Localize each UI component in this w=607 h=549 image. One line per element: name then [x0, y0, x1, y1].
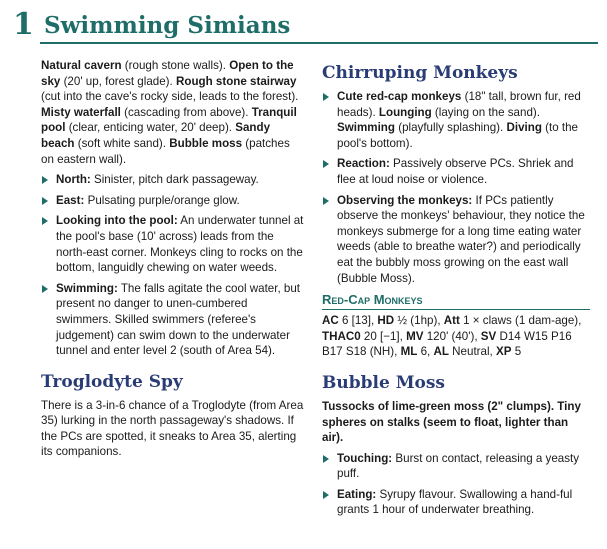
- bold-term: Open to the sky: [41, 59, 294, 88]
- bullet-item: [322, 89, 590, 151]
- bullet-triangle-icon: [323, 491, 329, 499]
- bold-term: Swimming:: [56, 281, 118, 295]
- bold-term: Touching:: [337, 451, 393, 465]
- bold-term: Cute red-cap monkeys: [337, 90, 462, 103]
- bullet-item: [41, 172, 305, 188]
- bold-term: Eating:: [337, 487, 377, 501]
- text-run: Syrupy flavour. Swallowing a hand-ful grants 1 hour of underwater breathing.: [337, 487, 573, 517]
- bold-term: Att: [443, 314, 460, 328]
- bullet-item: [41, 213, 305, 275]
- bold-term: Natural cavern: [41, 59, 122, 72]
- bullet-item: [322, 487, 590, 518]
- bold-term: Bubble moss: [169, 136, 243, 150]
- stat-block-heading: Red-Cap Monkeys: [322, 292, 590, 310]
- monkeys-heading: Chirruping Monkeys: [322, 63, 518, 83]
- bullet-triangle-icon: [42, 176, 48, 184]
- text-run: (to the pool's bottom).: [337, 121, 578, 150]
- text-run: (laying on the sand).: [431, 105, 540, 119]
- text-run: 20 [−1],: [360, 329, 407, 343]
- bold-term: East:: [56, 193, 85, 207]
- troglodyte-text: There is a 3-in-6 chance of a Troglodyte (from Area 35) lurking in the north passageway's shadows. If the PCs are spotted, it sneaks to Area 35, alerting its companions.: [41, 398, 304, 459]
- bold-term: Tranquil pool: [41, 105, 297, 135]
- left-column: [41, 58, 305, 460]
- bold-term: Misty waterfall: [41, 105, 121, 119]
- text-run: (18" tall, brown fur, red heads).: [337, 90, 581, 119]
- text-run: Passively observe PCs. Shriek and flee at loud noise or violence.: [337, 157, 574, 186]
- bold-term: ML: [400, 345, 418, 359]
- bullet-triangle-icon: [323, 160, 329, 168]
- bold-term: XP: [496, 345, 512, 359]
- bold-term: Rough stone stairway: [175, 74, 297, 88]
- bold-term: Lounging: [378, 105, 432, 119]
- text-run: (playfully splashing).: [394, 121, 507, 135]
- bullet-triangle-icon: [323, 93, 329, 101]
- bold-term: North:: [56, 173, 91, 187]
- text-run: ½ (1hp),: [394, 314, 444, 328]
- text-run: 6,: [417, 345, 434, 359]
- text-run: If PCs patiently observe the monkeys' behaviour, they notice the monkeys submerge for a long time eating water weeds (able to breathe water?) and periodically eat the bubbly moss growing on the east wall (Bubble Moss).: [337, 193, 585, 285]
- bullet-item: [41, 193, 305, 209]
- troglodyte-heading: Troglodyte Spy: [41, 371, 183, 392]
- bullet-item: [41, 281, 305, 359]
- text-run: (rough stone walls).: [121, 59, 230, 72]
- bold-term: Diving: [506, 121, 542, 135]
- text-run: Pulsating purple/orange glow.: [84, 193, 240, 207]
- text-run: Sinister, pitch dark passageway.: [90, 173, 259, 187]
- text-run: 1 × claws (1 dam-age),: [459, 314, 582, 328]
- bullet-triangle-icon: [42, 197, 48, 205]
- bullet-triangle-icon: [42, 217, 48, 225]
- text-run: Burst on contact, releasing a yeasty puff.: [337, 451, 580, 481]
- moss-intro: Tussocks of lime-green moss (2" clumps). Tiny spheres on stalks (seem to float, lighter than air).: [322, 399, 581, 445]
- bold-term: Sandy beach: [41, 121, 271, 150]
- moss-heading: Bubble Moss: [322, 372, 445, 393]
- title-rule: [40, 42, 598, 44]
- bullet-triangle-icon: [323, 197, 329, 205]
- bold-term: AL: [433, 345, 449, 359]
- bold-term: HD: [377, 314, 395, 328]
- area-bullet-list: [41, 172, 305, 359]
- text-run: 120' (40'),: [423, 329, 481, 343]
- bold-term: Swimming: [337, 121, 395, 135]
- text-run: D14 W15 P16 B17 S18 (NH),: [322, 329, 572, 359]
- text-run: 6 [13],: [338, 314, 378, 328]
- area-title: Swimming Simians: [44, 12, 291, 39]
- stat-block-line: [322, 313, 590, 360]
- text-run: Neutral,: [448, 345, 496, 359]
- right-column: [322, 62, 590, 518]
- bold-term: Looking into the pool:: [56, 214, 178, 228]
- text-run: An underwater tunnel at the pool's base (10' across) leads from the north-east corner. Monkeys cling to rocks on the bottom, languidly chewing on water weeds.: [56, 214, 304, 275]
- text-run: (cascading from above).: [120, 105, 252, 119]
- bold-term: Reaction:: [337, 157, 390, 171]
- area-description: [41, 58, 305, 167]
- bullet-item: [322, 451, 590, 482]
- bold-term: MV: [406, 329, 424, 343]
- text-run: (20' up, forest glade).: [60, 74, 176, 88]
- text-run: The falls agitate the cool water, but present no danger to unen-cumbered swimmers. Skilled swimmers (referee's judgement) can swim down to the underwater tunnel and enter level 2 (south of Area 54).: [56, 281, 301, 358]
- bold-term: AC: [322, 314, 339, 328]
- text-run: (patches on eastern wall).: [41, 136, 290, 166]
- text-run: (clear, enticing water, 20' deep).: [65, 121, 236, 135]
- bold-term: Observing the monkeys:: [337, 193, 473, 207]
- bullet-item: [322, 156, 590, 187]
- text-run: (soft white sand).: [74, 136, 170, 150]
- bullet-item: [322, 193, 590, 287]
- stat-block: [322, 292, 590, 360]
- text-run: (cut into the cave's rocky side, leads to the forest).: [41, 90, 299, 104]
- moss-bullet-list: [322, 451, 590, 518]
- monkeys-bullet-list: [322, 89, 590, 286]
- area-number: 1: [13, 7, 34, 42]
- bullet-triangle-icon: [42, 285, 48, 293]
- bold-term: THAC0: [322, 329, 361, 343]
- bullet-triangle-icon: [323, 455, 329, 463]
- bold-term: SV: [480, 329, 497, 343]
- text-run: 5: [511, 345, 522, 359]
